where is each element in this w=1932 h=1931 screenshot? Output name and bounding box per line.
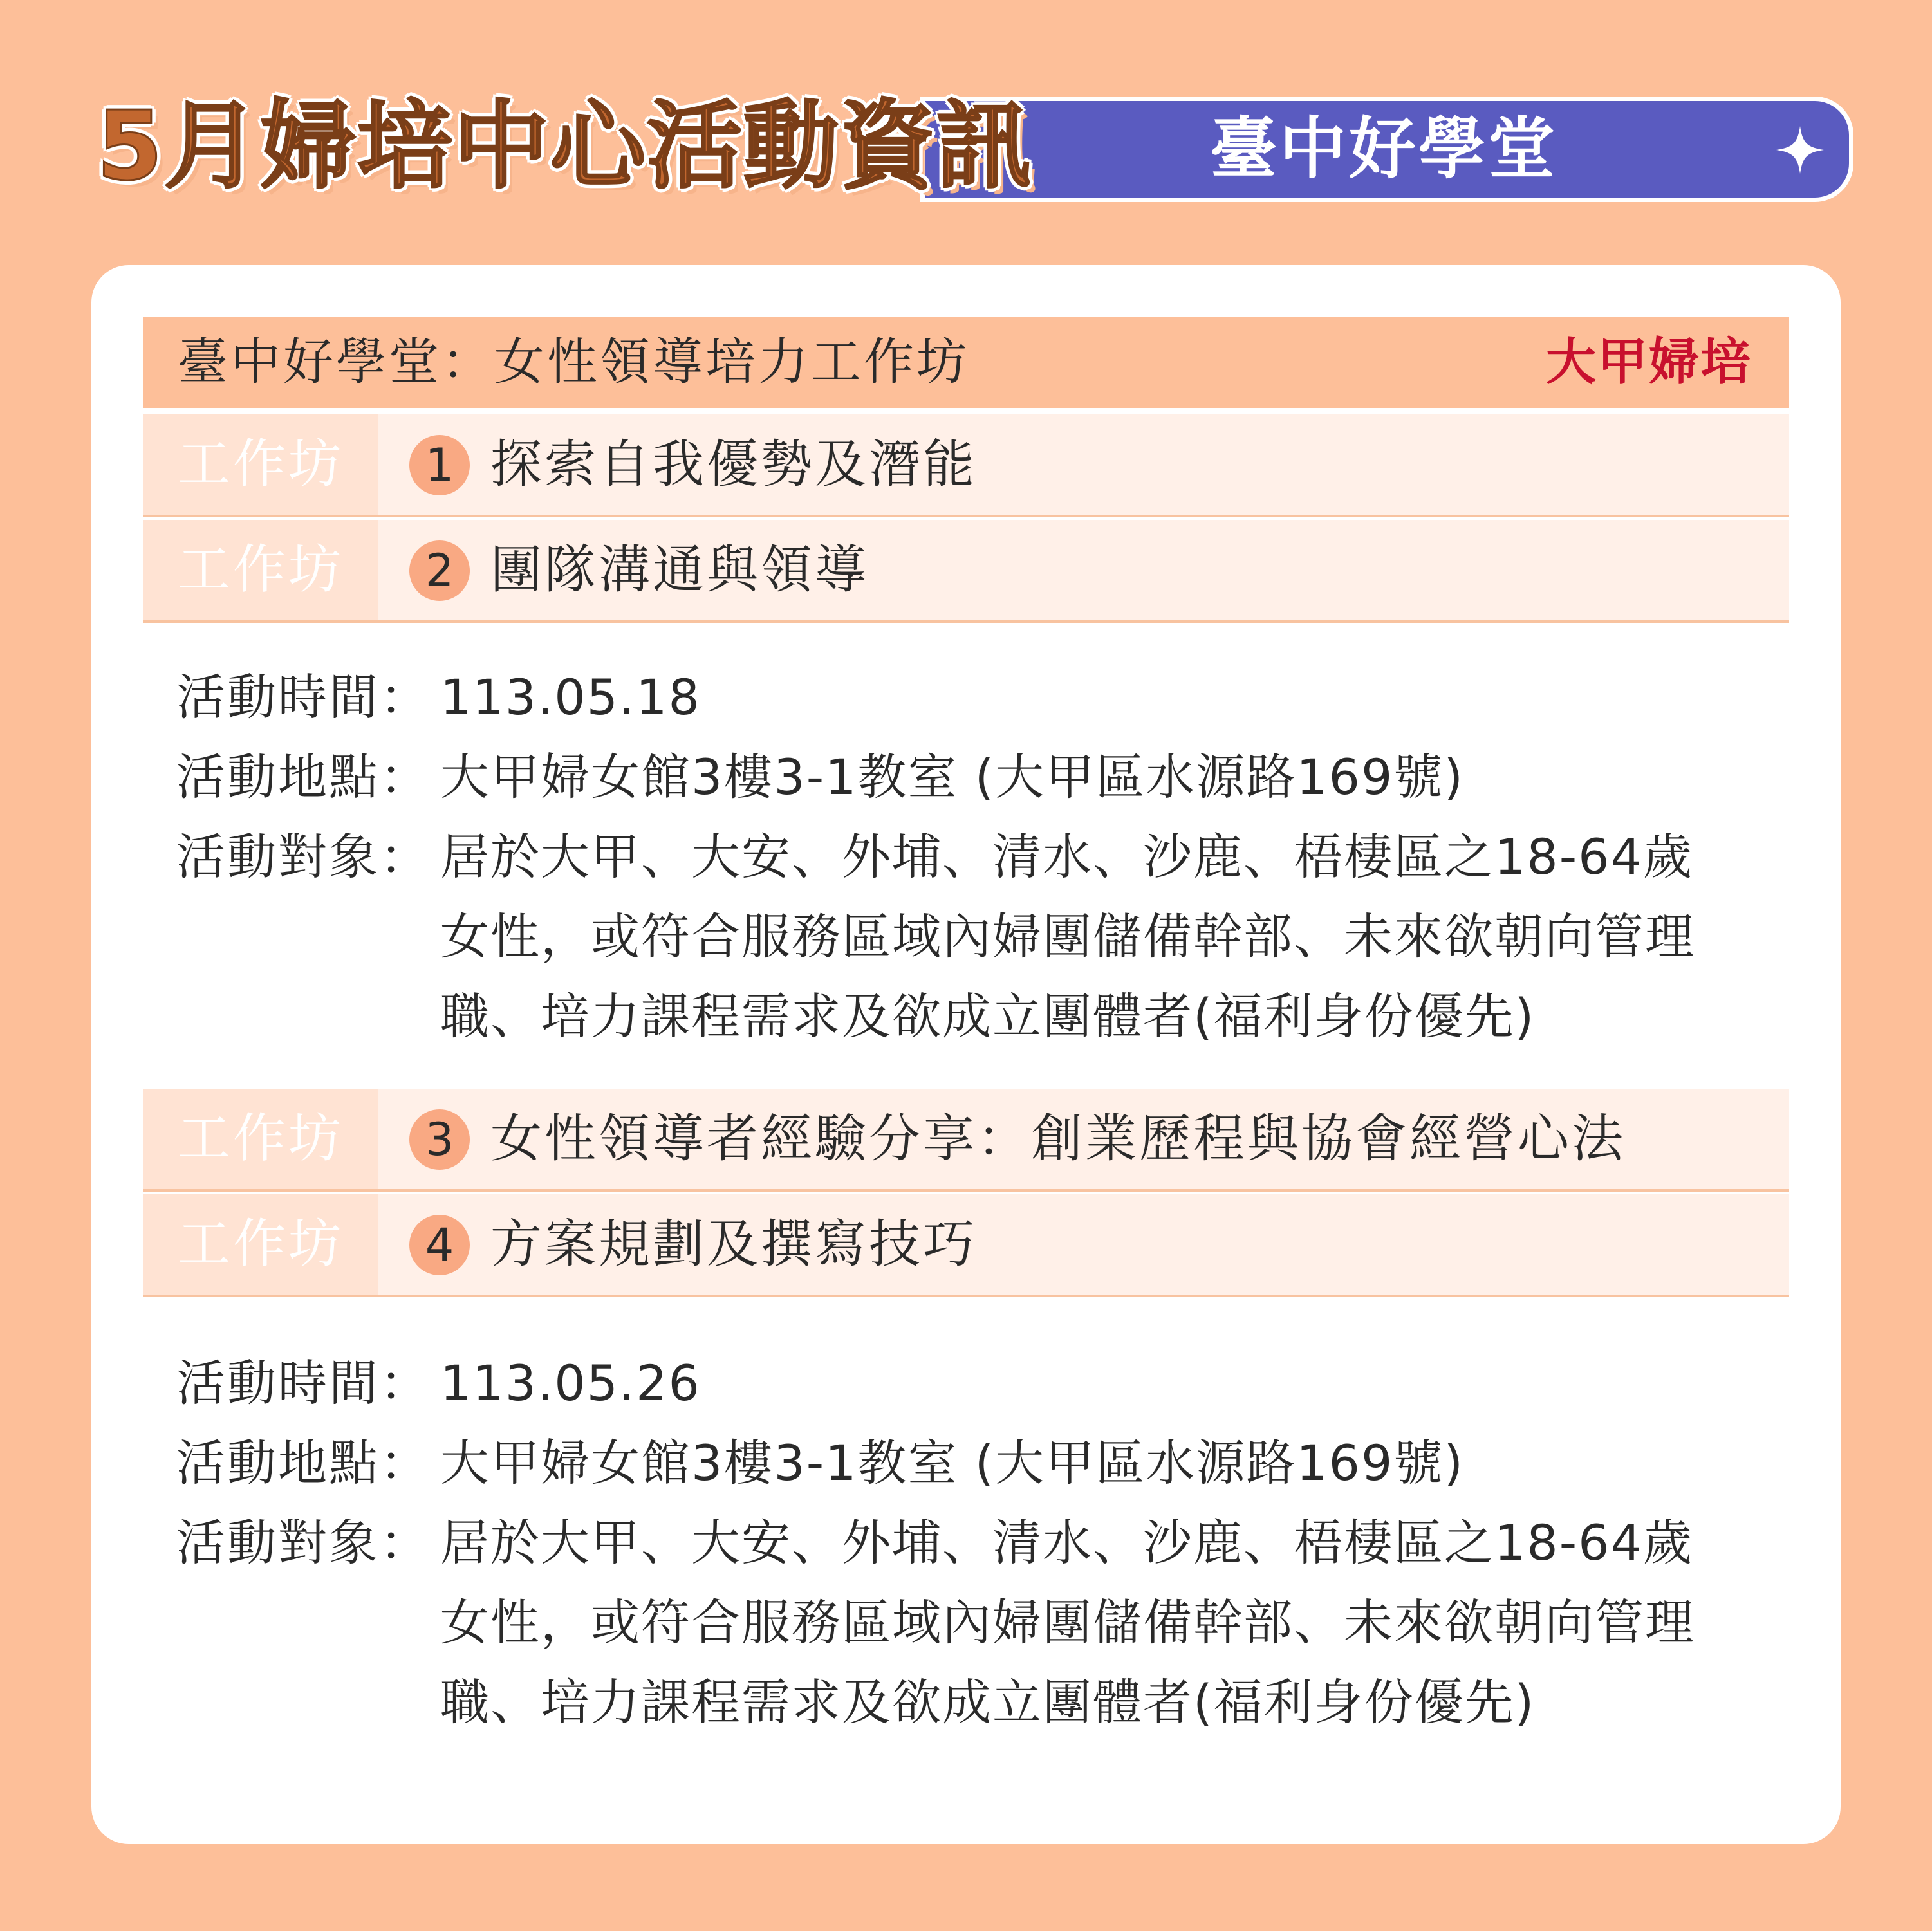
target-label: 活動對象： <box>176 828 431 885</box>
info-card <box>91 265 1841 1844</box>
sparkle-icon <box>1776 126 1824 174</box>
workshop-label: 工作坊 <box>143 520 378 620</box>
target-text-line: 職、培力課程需求及欲成立團體者(福利身份優先) <box>440 988 1536 1045</box>
workshop-row <box>143 414 1789 517</box>
session-info <box>176 658 1772 1057</box>
target-text-line: 居於大甲、大安、外埔、清水、沙鹿、梧棲區之18-64歲 <box>440 1514 1693 1571</box>
workshop-title: 團隊溝通與領導 <box>490 540 869 600</box>
workshop-number: 1 <box>409 435 470 495</box>
place-line <box>176 737 1772 817</box>
place-label: 活動地點： <box>176 748 431 806</box>
time-value: 113.05.18 <box>440 669 701 726</box>
target-text-line: 居於大甲、大安、外埔、清水、沙鹿、梧棲區之18-64歲 <box>440 828 1693 885</box>
page-title: 5月婦培中心活動資訊 <box>97 91 1033 201</box>
place-value: 大甲婦女館3樓3-1教室 (大甲區水源路169號) <box>440 748 1465 806</box>
target-text-line: 職、培力課程需求及欲成立團體者(福利身份優先) <box>440 1674 1536 1731</box>
workshop-title: 方案規劃及撰寫技巧 <box>490 1214 977 1274</box>
workshop-row <box>143 1089 1789 1192</box>
program-title: 臺中好學堂：女性領導培力工作坊 <box>178 333 970 391</box>
workshop-row <box>143 1194 1789 1297</box>
place-value: 大甲婦女館3樓3-1教室 (大甲區水源路169號) <box>440 1434 1465 1492</box>
target-value <box>440 1503 1779 1742</box>
target-text-line: 女性，或符合服務區域內婦團儲備幹部、未來欲朝向管理 <box>440 1594 1695 1651</box>
time-label: 活動時間： <box>176 1354 431 1412</box>
workshop-title: 探索自我優勢及潛能 <box>490 434 977 494</box>
target-value <box>440 817 1779 1057</box>
workshop-title: 女性領導者經驗分享：創業歷程與協會經營心法 <box>490 1109 1626 1169</box>
place-label: 活動地點： <box>176 1434 431 1492</box>
time-line <box>176 1344 1772 1423</box>
workshop-row <box>143 520 1789 623</box>
target-line <box>176 1503 1772 1742</box>
place-line <box>176 1423 1772 1503</box>
workshop-label: 工作坊 <box>143 1194 378 1295</box>
session-info <box>176 1344 1772 1742</box>
time-value: 113.05.26 <box>440 1354 701 1412</box>
target-text-line: 女性，或符合服務區域內婦團儲備幹部、未來欲朝向管理 <box>440 908 1695 965</box>
location-tag: 大甲婦培 <box>1545 333 1752 391</box>
workshop-number: 3 <box>409 1109 470 1170</box>
time-line <box>176 658 1772 737</box>
workshop-label: 工作坊 <box>143 1089 378 1189</box>
header-subtitle: 臺中好學堂 <box>1209 109 1557 188</box>
workshop-number: 4 <box>409 1215 470 1275</box>
target-label: 活動對象： <box>176 1514 431 1571</box>
time-label: 活動時間： <box>176 669 431 726</box>
workshop-number: 2 <box>409 540 470 601</box>
target-line <box>176 817 1772 1057</box>
program-title-row <box>143 317 1789 408</box>
workshop-label: 工作坊 <box>143 414 378 515</box>
